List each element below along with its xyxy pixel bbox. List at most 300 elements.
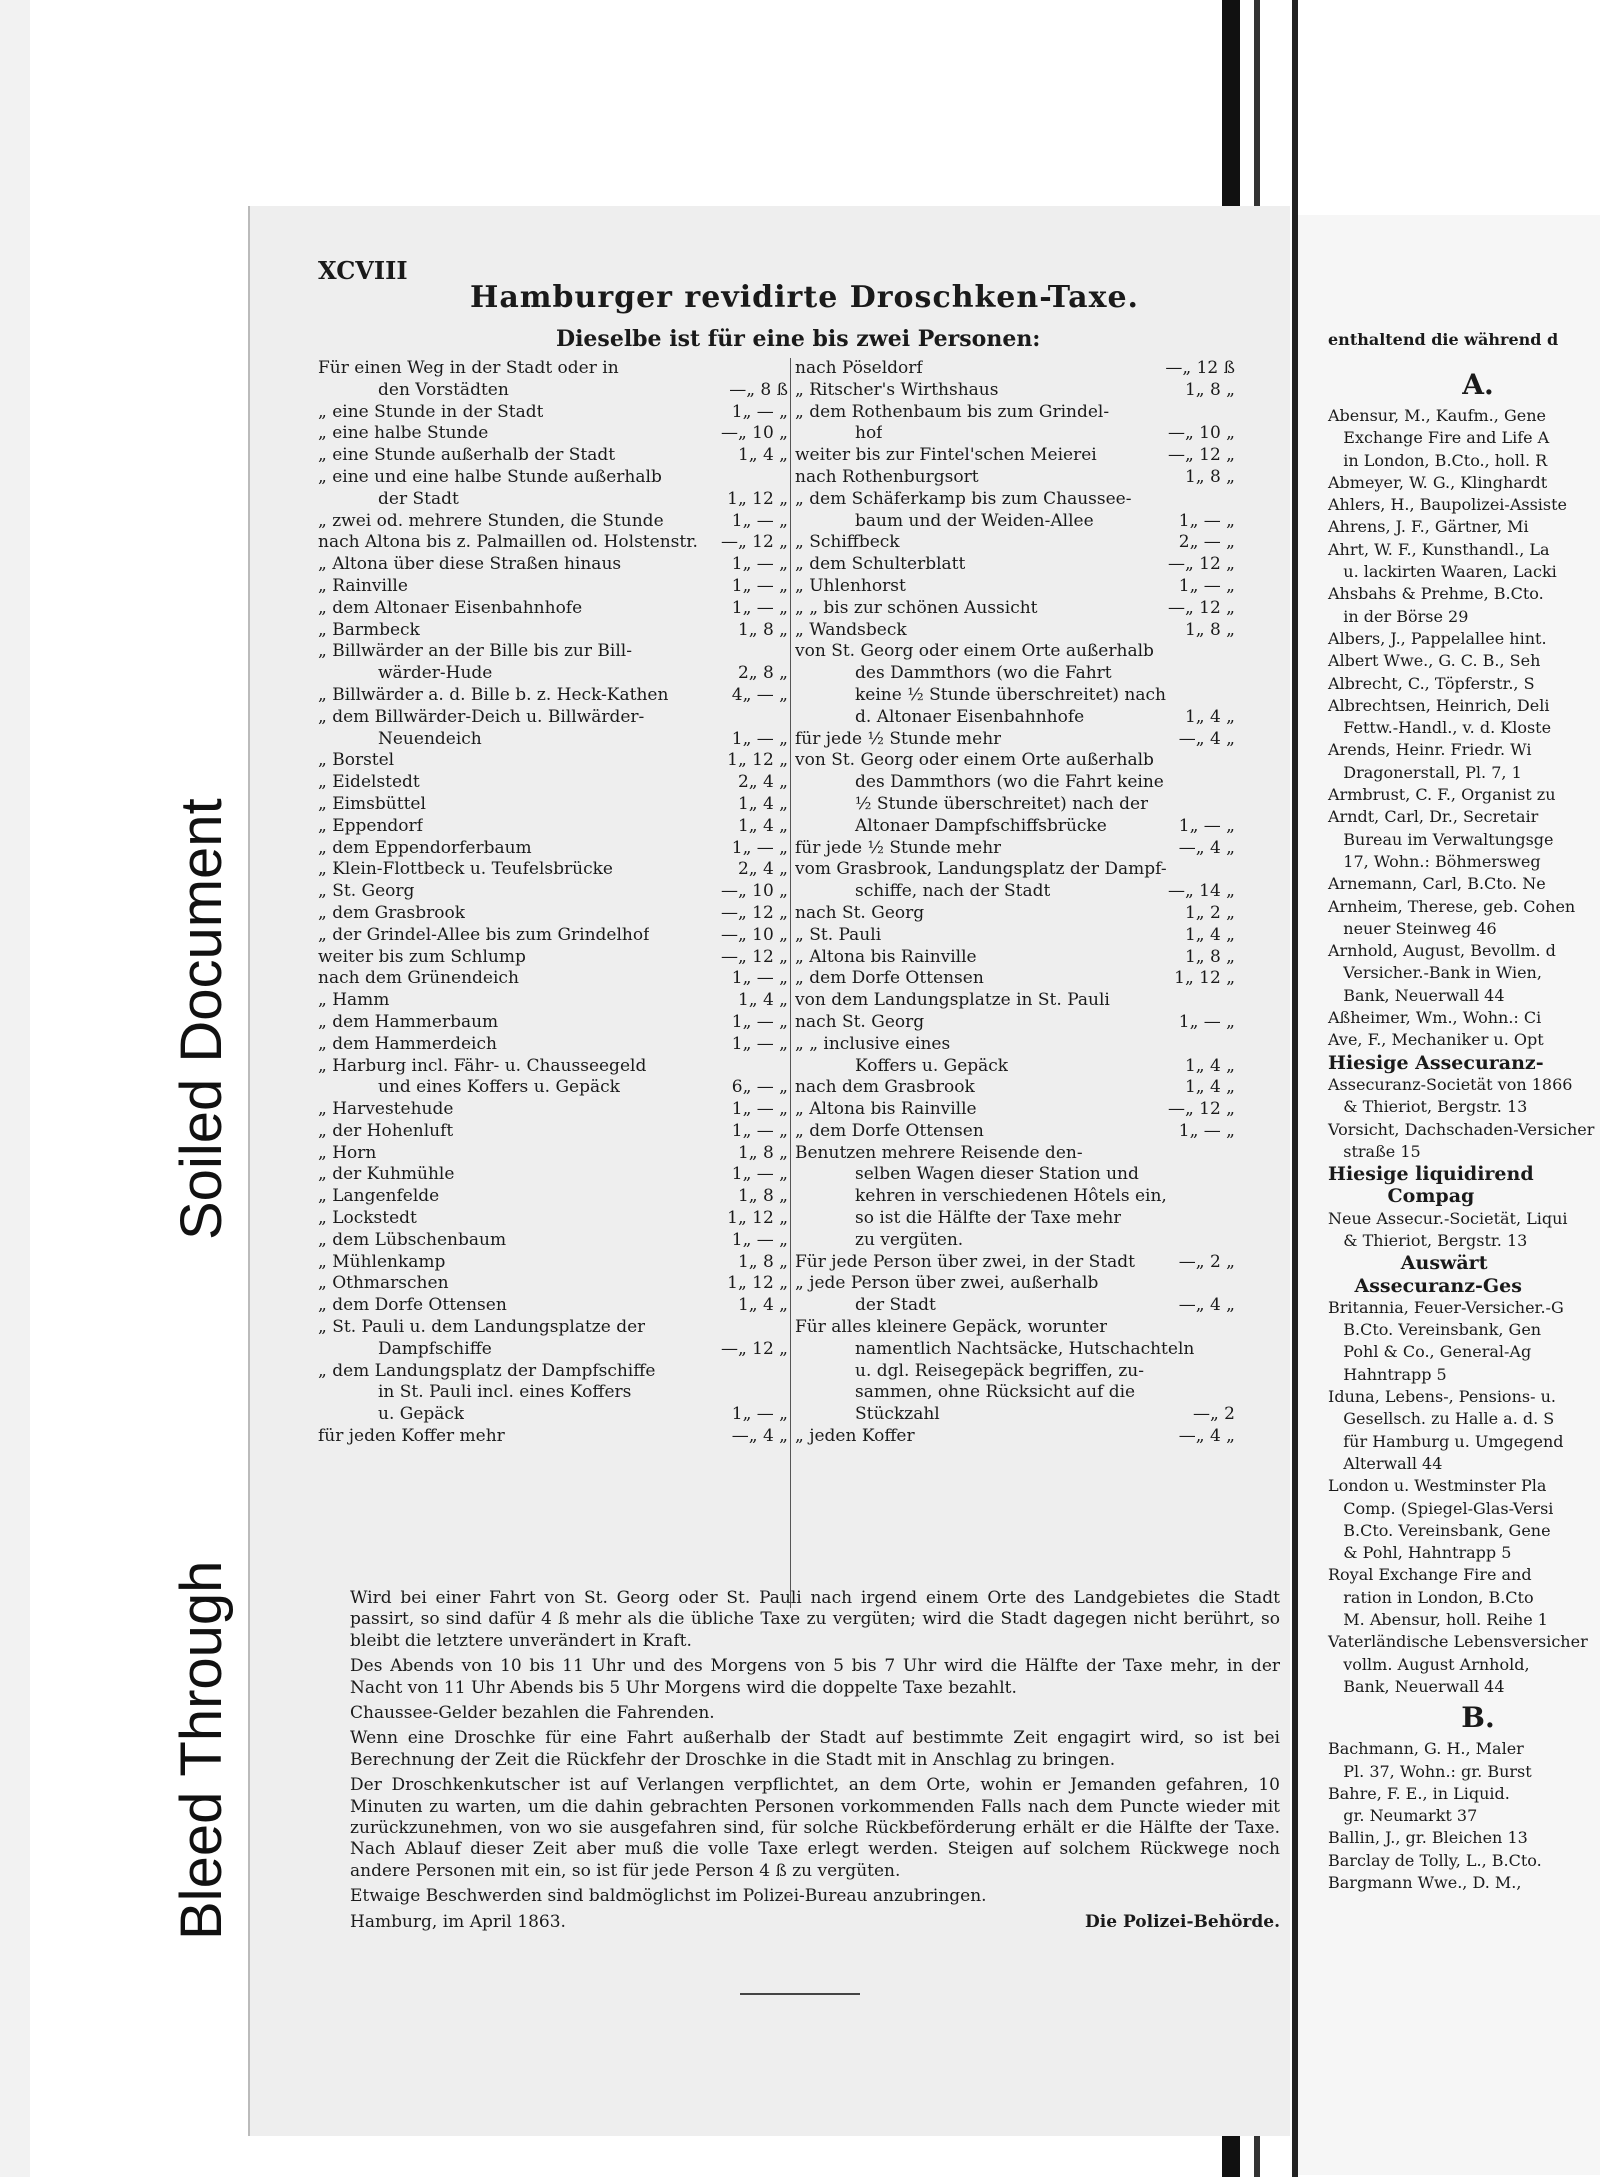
note-paragraph: Der Droschkenkutscher ist auf Verlangen verpflichtet, an dem Orte, wohin er Jemanden gefahren, 10 Minuten zu warten, um die dahin gebrachten Personen vorkommenden Falls nach dem Puncte wieder mit zurückzunehmen, von wo sie ausgefahren sind, für solche Rückbeförderung erhält er die Hälfte der Taxe. Nach Ablauf dieser Zeit aber muß die volle Taxe erlegt werden. Steigen auf solchem Rückwege noch andere Personen mit ein, so ist für jede Person 4 ß zu vergüten. <box>350 1775 1280 1881</box>
tariff-row <box>795 1230 1235 1252</box>
directory-entry: & Thieriot, Bergstr. 13 <box>1328 1230 1528 1250</box>
tariff-price: —„ 4 „ <box>1178 837 1235 858</box>
section-heading: Assecuranz-Ges <box>1328 1274 1522 1297</box>
tariff-destination: zu vergüten. <box>855 1229 964 1250</box>
tariff-row <box>795 1339 1235 1361</box>
tariff-row <box>795 358 1235 380</box>
tariff-destination: „ Uhlenhorst <box>795 575 906 596</box>
tariff-destination: „ dem Rothenbaum bis zum Grindel- <box>795 401 1110 422</box>
tariff-price: —„ 12 „ <box>720 532 788 553</box>
tariff-destination: „ Altona bis Rainville <box>795 946 977 967</box>
tariff-destination: „ dem Dorfe Ottensen <box>795 968 984 989</box>
directory-entry: Alterwall 44 <box>1328 1453 1443 1473</box>
tariff-destination: Für alles kleinere Gepäck, worunter <box>795 1317 1108 1338</box>
tariff-destination: von St. Georg oder einem Orte außerhalb <box>795 641 1154 662</box>
tariff-row <box>318 1186 788 1208</box>
tariff-price: —„ 10 „ <box>720 881 788 902</box>
tariff-price <box>1229 663 1235 685</box>
tariff-destination: für jede ½ Stunde mehr <box>795 728 1002 749</box>
tariff-destination: „ Ritscher's Wirthshaus <box>795 379 999 400</box>
place-date: Hamburg, im April 1863. <box>350 1911 566 1932</box>
tariff-price: 2„ — „ <box>1178 532 1235 553</box>
tariff-price: 1„ — „ <box>731 1404 788 1425</box>
tariff-price: —„ 10 „ <box>720 423 788 444</box>
tariff-destination: „ dem Eppendorferbaum <box>318 837 532 858</box>
tariff-price: 1„ — „ <box>731 401 788 422</box>
tariff-row <box>318 1143 788 1165</box>
directory-entry: Bank, Neuerwall 44 <box>1328 985 1505 1005</box>
tariff-price: 1„ 12 „ <box>727 750 788 771</box>
tariff-price <box>1229 1317 1235 1339</box>
directory-entry: Arends, Heinr. Friedr. Wi <box>1328 740 1532 760</box>
tariff-price <box>782 641 788 663</box>
tariff-price <box>1229 1143 1235 1165</box>
tariff-destination: „ dem Schäferkamp bis zum Chaussee- <box>795 488 1132 509</box>
tariff-row <box>795 816 1235 838</box>
directory-entry: Royal Exchange Fire and <box>1328 1565 1532 1585</box>
directory-entry: M. Abensur, holl. Reihe 1 <box>1328 1610 1548 1630</box>
page-title: Hamburger revidirte Droschken-Taxe. <box>470 280 1139 315</box>
directory-entry: & Pohl, Hahntrapp 5 <box>1328 1543 1512 1563</box>
section-heading: Auswärt <box>1328 1252 1488 1275</box>
section-heading: Hiesige Assecuranz- <box>1328 1051 1544 1074</box>
tariff-row <box>795 402 1235 424</box>
directory-entry: in der Börse 29 <box>1328 606 1469 626</box>
directory-entry: Ballin, J., gr. Bleichen 13 <box>1328 1828 1528 1848</box>
directory-entry: straße 15 <box>1328 1141 1421 1161</box>
tariff-price: —„ 12 „ <box>720 946 788 967</box>
tariff-price <box>782 1361 788 1383</box>
tariff-row <box>795 925 1235 947</box>
tariff-destination: nach St. Georg <box>795 902 925 923</box>
tariff-price: 1„ 4 „ <box>737 793 788 814</box>
tariff-destination: „ „ inclusive eines <box>795 1033 951 1054</box>
section-letter: A. <box>1462 368 1494 401</box>
tariff-destination: für jeden Koffer mehr <box>318 1426 505 1447</box>
tariff-price: 1„ 12 „ <box>1174 968 1235 989</box>
tariff-destination: „ Barmbeck <box>318 619 420 640</box>
tariff-price: 1„ — „ <box>731 597 788 618</box>
tariff-price: —„ 2 <box>1192 1404 1235 1425</box>
tariff-price: —„ 4 „ <box>731 1426 788 1447</box>
tariff-row <box>795 423 1235 445</box>
tariff-destination: Altonaer Dampfschiffsbrücke <box>855 815 1107 836</box>
tariff-destination: so ist die Hälfte der Taxe mehr <box>855 1208 1122 1229</box>
tariff-destination: „ Altona bis Rainville <box>795 1099 977 1120</box>
tariff-row <box>318 903 788 925</box>
tariff-price: 1„ 4 „ <box>737 445 788 466</box>
adjacent-page-header: enthaltend die während d <box>1328 330 1559 349</box>
tariff-price <box>1229 1382 1235 1404</box>
tariff-row <box>318 881 788 903</box>
tariff-destination: selben Wagen dieser Station und <box>855 1164 1139 1185</box>
tariff-destination: „ St. Pauli <box>795 924 882 945</box>
page-edge-line <box>1292 0 1298 2177</box>
tariff-row <box>318 1404 788 1426</box>
tariff-price: 1„ — „ <box>731 1164 788 1185</box>
directory-entry: u. lackirten Waaren, Lacki <box>1328 562 1557 582</box>
tariff-destination: baum und der Weiden-Allee <box>855 510 1094 531</box>
tariff-price: 1„ 2 „ <box>1184 902 1235 923</box>
tariff-destination: „ St. Pauli u. dem Landungsplatze der <box>318 1317 646 1338</box>
tariff-price: 1„ 8 „ <box>1184 946 1235 967</box>
tariff-price: 1„ 8 „ <box>737 619 788 640</box>
tariff-destination: vom Grasbrook, Landungsplatz der Dampf- <box>795 859 1167 880</box>
directory-entry: Abmeyer, W. G., Klinghardt <box>1328 472 1548 492</box>
tariff-row <box>318 402 788 424</box>
tariff-price: —„ 12 „ <box>1167 597 1235 618</box>
tariff-row <box>795 1426 1235 1448</box>
tariff-price: —„ 4 „ <box>1178 728 1235 749</box>
tariff-destination: „ dem Billwärder-Deich u. Billwärder- <box>318 706 645 727</box>
tariff-price: 1„ — „ <box>731 1033 788 1054</box>
tariff-row <box>795 859 1235 881</box>
directory-entry: B.Cto. Vereinsbank, Gen <box>1328 1320 1542 1340</box>
directory-entry: Barclay de Tolly, L., B.Cto. <box>1328 1850 1542 1870</box>
directory-entry: Ahsbahs & Prehme, B.Cto. <box>1328 584 1544 604</box>
tariff-row <box>795 990 1235 1012</box>
tariff-price: 1„ — „ <box>731 1011 788 1032</box>
tariff-price: 1„ 12 „ <box>727 1208 788 1229</box>
tariff-row <box>318 990 788 1012</box>
directory-entry: Pohl & Co., General-Ag <box>1328 1342 1532 1362</box>
tariff-destination: „ dem Dorfe Ottensen <box>318 1295 507 1316</box>
tariff-price: 1„ 8 „ <box>1184 379 1235 400</box>
tariff-row <box>795 620 1235 642</box>
tariff-row <box>795 794 1235 816</box>
tariff-destination: „ Horn <box>318 1142 377 1163</box>
directory-entry: Albrechtsen, Heinrich, Deli <box>1328 695 1550 715</box>
tariff-price: 1„ 4 „ <box>1184 1077 1235 1098</box>
tariff-row <box>795 445 1235 467</box>
tariff-destination: „ dem Altonaer Eisenbahnhofe <box>318 597 583 618</box>
tariff-price: 1„ — „ <box>731 1099 788 1120</box>
tariff-price <box>782 1317 788 1339</box>
tariff-price <box>782 1382 788 1404</box>
tariff-row <box>318 598 788 620</box>
tariff-destination: „ Hamm <box>318 990 390 1011</box>
directory-entry: Bureau im Verwaltungsge <box>1328 829 1554 849</box>
tariff-destination: „ zwei od. mehrere Stunden, die Stunde <box>318 510 664 531</box>
tariff-destination: der Stadt <box>378 488 459 509</box>
tariff-row <box>318 794 788 816</box>
tariff-destination: nach Rothenburgsort <box>795 466 979 487</box>
tariff-row <box>795 903 1235 925</box>
tariff-destination: Stückzahl <box>855 1404 940 1425</box>
tariff-price: —„ 4 „ <box>1178 1426 1235 1447</box>
tariff-price <box>1229 772 1235 794</box>
tariff-row <box>318 532 788 554</box>
tariff-destination: kehren in verschiedenen Hôtels ein, <box>855 1186 1167 1207</box>
tariff-row <box>795 947 1235 969</box>
tariff-destination: „ Langenfelde <box>318 1186 440 1207</box>
tariff-destination: für jede ½ Stunde mehr <box>795 837 1002 858</box>
tariff-price: —„ 14 „ <box>1167 881 1235 902</box>
tariff-price <box>1229 685 1235 707</box>
directory-entry: Pl. 37, Wohn.: gr. Burst <box>1328 1761 1532 1781</box>
tariff-row <box>795 1361 1235 1383</box>
tariff-price <box>1229 1034 1235 1056</box>
tariff-destination: „ der Kuhmühle <box>318 1164 455 1185</box>
tariff-destination: ½ Stunde überschreitet) nach der <box>855 793 1149 814</box>
tariff-price: —„ 12 „ <box>1167 1099 1235 1120</box>
tariff-row <box>795 380 1235 402</box>
tariff-destination: „ Klein-Flottbeck u. Teufelsbrücke <box>318 859 613 880</box>
directory-entry: in London, B.Cto., holl. R <box>1328 450 1548 470</box>
tariff-row <box>318 1230 788 1252</box>
tariff-row <box>795 1382 1235 1404</box>
tariff-row <box>318 707 788 729</box>
tariff-row <box>795 1099 1235 1121</box>
page-number: XCVIII <box>318 256 408 285</box>
tariff-price: —„ 12 ß <box>1165 358 1235 378</box>
tariff-price <box>782 467 788 489</box>
tariff-destination: „ Harvestehude <box>318 1099 454 1120</box>
tariff-row <box>795 554 1235 576</box>
directory-entry: Abensur, M., Kaufm., Gene <box>1328 406 1546 425</box>
tariff-price <box>1229 1339 1235 1361</box>
directory-entry: Vorsicht, Dachschaden-Versicher <box>1328 1119 1595 1139</box>
tariff-price: 1„ — „ <box>1178 1120 1235 1141</box>
tariff-price: 1„ 4 „ <box>1184 924 1235 945</box>
tariff-row <box>318 1077 788 1099</box>
tariff-destination: Für jede Person über zwei, in der Stadt <box>795 1251 1135 1272</box>
closing-rule <box>740 1993 860 1995</box>
tariff-price: 4„ — „ <box>731 684 788 705</box>
tariff-destination: „ Eimsbüttel <box>318 793 426 814</box>
tariff-price: 1„ — „ <box>731 837 788 858</box>
tariff-destination: Für einen Weg in der Stadt oder in <box>318 358 619 378</box>
footer-row <box>350 1912 1280 1933</box>
tariff-row <box>795 968 1235 990</box>
tariff-row <box>795 750 1235 772</box>
tariff-row <box>318 1208 788 1230</box>
tariff-destination: den Vorstädten <box>378 379 509 400</box>
tariff-row <box>318 772 788 794</box>
tariff-destination: schiffe, nach der Stadt <box>855 881 1051 902</box>
tariff-row <box>318 1273 788 1295</box>
directory-entry: Ahlers, H., Baupolizei-Assiste <box>1328 495 1568 515</box>
note-paragraph: Wird bei einer Fahrt von St. Georg oder St. Pauli nach irgend einem Orte des Landgebietes die Stadt passirt, so sind dafür 4 ß mehr als die übliche Taxe zu vergüten; wird die Stadt dagegen nicht berührt, so bleibt die letztere unverändert in Kraft. <box>350 1588 1280 1651</box>
directory-entry: Vaterländische Lebensversicher <box>1328 1632 1588 1652</box>
tariff-row <box>795 467 1235 489</box>
tariff-row <box>795 532 1235 554</box>
directory-entry: Ave, F., Mechaniker u. Opt <box>1328 1030 1544 1050</box>
directory-entry: Arnhold, August, Bevollm. d <box>1328 941 1556 961</box>
tariff-row <box>795 1143 1235 1165</box>
tariff-destination: „ dem Dorfe Ottensen <box>795 1120 984 1141</box>
tariff-destination: „ „ bis zur schönen Aussicht <box>795 597 1038 618</box>
directory-entry: Hahntrapp 5 <box>1328 1364 1447 1384</box>
section-heading: Hiesige liquidirend <box>1328 1163 1534 1186</box>
tariff-price: 1„ — „ <box>1178 575 1235 596</box>
tariff-destination: „ dem Hammerdeich <box>318 1033 497 1054</box>
tariff-price <box>782 358 788 380</box>
column-divider <box>790 358 791 1608</box>
directory-entry: Neue Assecur.-Societät, Liqui <box>1328 1208 1568 1228</box>
tariff-price: 1„ 4 „ <box>737 990 788 1011</box>
tariff-row <box>318 1339 788 1361</box>
tariff-row <box>318 1317 788 1339</box>
tariff-destination: u. Gepäck <box>378 1404 465 1425</box>
tariff-row <box>318 968 788 990</box>
adjacent-page-entries <box>1328 365 1600 1894</box>
tariff-destination: von dem Landungsplatze in St. Pauli <box>795 990 1110 1011</box>
tariff-row <box>795 1077 1235 1099</box>
directory-entry: Bargmann Wwe., D. M., <box>1328 1873 1522 1892</box>
tariff-row <box>795 511 1235 533</box>
tariff-destination: „ Schiffbeck <box>795 532 900 553</box>
directory-entry: gr. Neumarkt 37 <box>1328 1806 1478 1826</box>
tariff-price: 1„ — „ <box>1178 510 1235 531</box>
tariff-price: —„ 12 „ <box>1167 554 1235 575</box>
tariff-row <box>318 489 788 511</box>
tariff-price <box>1229 859 1235 881</box>
tariff-row <box>795 1295 1235 1317</box>
tariff-row <box>318 467 788 489</box>
directory-entry: Bahre, F. E., in Liquid. <box>1328 1783 1510 1803</box>
tariff-destination: „ Harburg incl. Fähr- u. Chausseegeld <box>318 1055 647 1076</box>
tariff-row <box>795 1273 1235 1295</box>
tariff-row <box>318 729 788 751</box>
tariff-destination: „ Lockstedt <box>318 1208 417 1229</box>
tariff-price: 6„ — „ <box>731 1077 788 1098</box>
tariff-price: 1„ 8 „ <box>737 1251 788 1272</box>
tariff-row <box>795 729 1235 751</box>
tariff-row <box>318 1012 788 1034</box>
tariff-row <box>318 1361 788 1383</box>
tariff-row <box>318 1295 788 1317</box>
tariff-price <box>782 707 788 729</box>
tariff-price <box>1229 750 1235 772</box>
tariff-destination: „ dem Schulterblatt <box>795 554 966 575</box>
tariff-destination: „ eine halbe Stunde <box>318 423 489 444</box>
tariff-row <box>318 445 788 467</box>
tariff-price: 1„ — „ <box>731 575 788 596</box>
note-paragraph: Des Abends von 10 bis 11 Uhr und des Morgens von 5 bis 7 Uhr wird die Hälfte der Taxe mehr, in der Nacht von 11 Uhr Abends bis 5 Uhr Morgens wird die doppelte Taxe bezahlt. <box>350 1656 1280 1698</box>
tariff-price <box>1229 402 1235 424</box>
tariff-price: 2„ 4 „ <box>737 859 788 880</box>
tariff-row <box>795 489 1235 511</box>
directory-entry: Albrecht, C., Töpferstr., S <box>1328 673 1535 693</box>
tariff-price: 1„ 8 „ <box>1184 466 1235 487</box>
tariff-destination: Koffers u. Gepäck <box>855 1055 1009 1076</box>
tariff-row <box>795 1164 1235 1186</box>
label-soiled-document: Soiled Document <box>169 798 234 1240</box>
tariff-destination: „ Othmarschen <box>318 1273 449 1294</box>
tariff-price <box>782 1056 788 1078</box>
tariff-price: —„ 2 „ <box>1178 1251 1235 1272</box>
adjacent-page <box>1296 215 1600 2175</box>
tariff-destination: „ der Hohenluft <box>318 1120 454 1141</box>
tariff-row <box>318 423 788 445</box>
tariff-destination: nach dem Grünendeich <box>318 968 519 989</box>
tariff-destination: „ eine und eine halbe Stunde außerhalb <box>318 466 662 487</box>
tariff-destination: „ dem Hammerbaum <box>318 1011 499 1032</box>
tariff-row <box>318 1056 788 1078</box>
tariff-destination: Benutzen mehrere Reisende den- <box>795 1142 1083 1163</box>
tariff-row <box>795 1317 1235 1339</box>
tariff-price: 2„ 8 „ <box>737 663 788 684</box>
tariff-price: 1„ 8 „ <box>1184 619 1235 640</box>
directory-entry: Albers, J., Pappelallee hint. <box>1328 628 1547 648</box>
tariff-price: 1„ 4 „ <box>1184 706 1235 727</box>
directory-entry: Bachmann, G. H., Maler <box>1328 1739 1524 1759</box>
tariff-price: 1„ 8 „ <box>737 1186 788 1207</box>
tariff-price: 1„ 4 „ <box>737 1295 788 1316</box>
tariff-destination: „ Eppendorf <box>318 815 423 836</box>
directory-entry: Bank, Neuerwall 44 <box>1328 1676 1505 1696</box>
directory-entry: Ahrens, J. F., Gärtner, Mi <box>1328 517 1529 537</box>
tariff-destination: sammen, ohne Rücksicht auf die <box>855 1382 1136 1403</box>
tariff-destination: „ Billwärder a. d. Bille b. z. Heck-Kathen <box>318 684 669 705</box>
directory-entry: & Thieriot, Bergstr. 13 <box>1328 1097 1528 1117</box>
note-paragraph: Wenn eine Droschke für eine Fahrt außerhalb der Stadt auf bestimmte Zeit engagirt wird, so ist bei Berechnung der Zeit die Rückfehr der Droschke in die Stadt mit in Anschlag zu bringen. <box>350 1728 1280 1770</box>
tariff-row <box>318 838 788 860</box>
signature: Die Polizei-Behörde. <box>1085 1911 1280 1932</box>
directory-entry: Britannia, Feuer-Versicher.-G <box>1328 1297 1564 1317</box>
tariff-row <box>795 1012 1235 1034</box>
tariff-destination: nach St. Georg <box>795 1011 925 1032</box>
tariff-price: —„ 12 „ <box>1167 445 1235 466</box>
directory-entry: Armbrust, C. F., Organist zu <box>1328 785 1556 805</box>
tariff-price: 1„ 12 „ <box>727 488 788 509</box>
tariff-destination: „ eine Stunde in der Stadt <box>318 401 544 422</box>
tariff-row <box>795 1034 1235 1056</box>
tariff-row <box>795 1208 1235 1230</box>
tariff-row <box>795 663 1235 685</box>
tariff-destination: „ Rainville <box>318 575 408 596</box>
tariff-destination: Dampfschiffe <box>378 1338 492 1359</box>
tariff-price <box>1229 1273 1235 1295</box>
directory-entry: neuer Steinweg 46 <box>1328 918 1497 938</box>
tariff-destination: hof <box>855 423 883 444</box>
tariff-destination: u. dgl. Reisegepäck begriffen, zu- <box>855 1360 1144 1381</box>
directory-entry: Arndt, Carl, Dr., Secretair <box>1328 807 1539 827</box>
tariff-destination: nach Pöseldorf <box>795 358 923 378</box>
tariff-destination: namentlich Nachtsäcke, Hutschachteln <box>855 1338 1195 1359</box>
tariff-price: 1„ 4 „ <box>737 815 788 836</box>
tariff-price: —„ 4 „ <box>1178 1295 1235 1316</box>
tariff-destination: „ Altona über diese Straßen hinaus <box>318 554 622 575</box>
tariff-row <box>318 1121 788 1143</box>
tariff-destination: „ dem Lübschenbaum <box>318 1229 507 1250</box>
tariff-row <box>795 1056 1235 1078</box>
directory-entry: Comp. (Spiegel-Glas-Versi <box>1328 1498 1554 1518</box>
tariff-destination: „ jede Person über zwei, außerhalb <box>795 1273 1099 1294</box>
tariff-destination: nach dem Grasbrook <box>795 1077 975 1098</box>
tariff-row <box>318 511 788 533</box>
tariff-price: 1„ 12 „ <box>727 1273 788 1294</box>
section-letter: B. <box>1461 1701 1495 1735</box>
tariff-row <box>318 859 788 881</box>
tariff-row <box>795 881 1235 903</box>
tariff-price: —„ 10 „ <box>720 924 788 945</box>
tariff-destination: „ eine Stunde außerhalb der Stadt <box>318 445 616 466</box>
tariff-row <box>795 1404 1235 1426</box>
directory-entry: Arnemann, Carl, B.Cto. Ne <box>1328 874 1546 894</box>
tariff-destination: „ dem Landungsplatz der Dampfschiffe <box>318 1360 656 1381</box>
tariff-row <box>318 1252 788 1274</box>
page-subtitle: Dieselbe ist für eine bis zwei Personen: <box>556 326 1041 352</box>
tariff-price: 1„ — „ <box>731 728 788 749</box>
tariff-notes <box>350 1588 1280 1933</box>
tariff-destination: d. Altonaer Eisenbahnhofe <box>855 706 1085 727</box>
tariff-price: 1„ — „ <box>731 510 788 531</box>
tariff-price <box>1229 489 1235 511</box>
scan-edge <box>0 0 30 2177</box>
tariff-price <box>1229 1361 1235 1383</box>
